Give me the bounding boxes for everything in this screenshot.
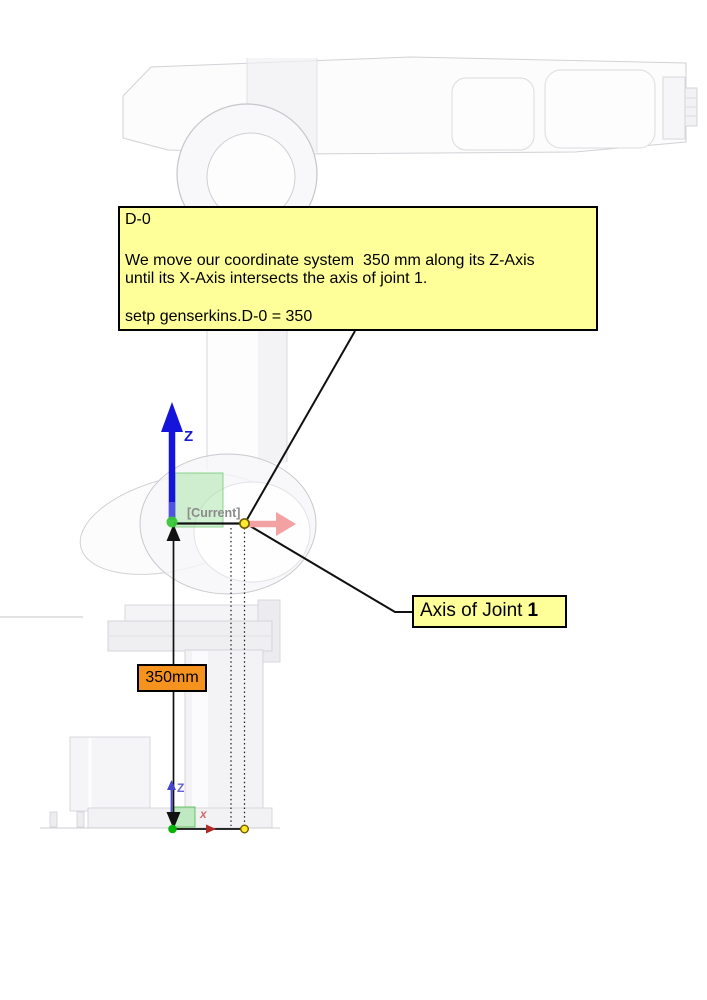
z-axis-label-top: Z [184, 428, 194, 445]
z-axis-arrowhead-icon [161, 402, 183, 432]
joint1-column-shade [258, 331, 287, 463]
wrist-end-cap [663, 77, 685, 139]
origin-marker-bottom [168, 825, 177, 834]
note-title: D-0 [125, 211, 151, 228]
origin-marker-top [167, 517, 178, 528]
axis-of-joint-text: Axis of Joint [420, 600, 523, 621]
intersection-marker-bottom [241, 825, 249, 833]
x-axis-label-bottom: x [200, 807, 207, 821]
z-axis-small-arrowhead-icon [167, 780, 176, 790]
axis-of-joint-label [412, 595, 567, 628]
axis-of-joint-number: 1 [527, 600, 539, 621]
note-box [118, 206, 598, 331]
intersection-marker-top [240, 519, 249, 528]
dimension-value-label: 350mm [137, 664, 207, 692]
note-body-line2: until its X-Axis intersects the axis of joint 1. [125, 270, 428, 287]
z-axis-label-bottom: Z [177, 781, 185, 795]
robot-arm-render [0, 57, 697, 828]
base-foot [50, 812, 57, 827]
arm-cover-block [545, 70, 655, 148]
note-command: setp genserkins.D-0 = 350 [125, 308, 313, 325]
base-foot [77, 812, 84, 827]
current-frame-label: [Current] [187, 506, 241, 520]
note-body-line1: We move our coordinate system 350 mm along its Z-Axis [125, 252, 535, 269]
base-side-cylinder [70, 737, 150, 811]
arm-cover-block [452, 78, 534, 150]
